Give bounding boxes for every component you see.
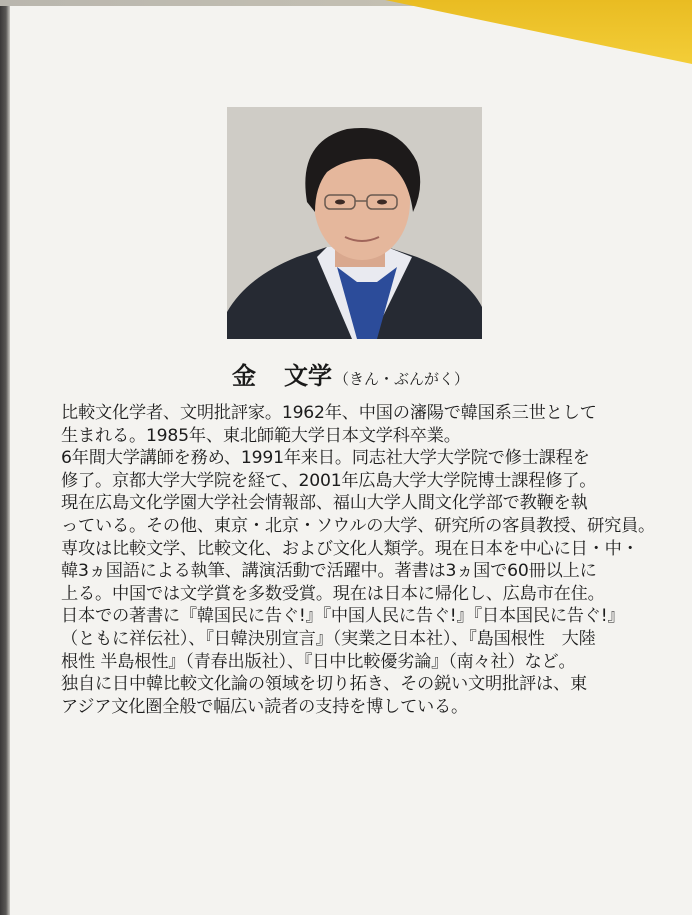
bio-line: 専攻は比較文学、比較文化、および文化人類学。現在日本を中心に日・中・ (61, 538, 639, 559)
author-biography (61, 402, 661, 718)
bio-line: 現在広島文化学園大学社会情報部、福山大学人間文化学部で教鞭を執 (61, 493, 588, 514)
bio-line: 生まれる。1985年、東北師範大学日本文学科卒業。 (61, 425, 461, 446)
bio-line: 独自に日中韓比較文化論の領域を切り拓き、その鋭い文明批評は、東 (61, 674, 587, 695)
author-photo (227, 107, 482, 339)
bio-line: 日本での著書に『韓国民に告ぐ!』『中国人民に告ぐ!』『日本国民に告ぐ!』 (61, 606, 625, 627)
author-name-heading (232, 356, 469, 391)
author-given-name: 文学 (284, 361, 332, 390)
bio-line: 6年間大学講師を務め、1991年来日。同志社大学大学院で修士課程を (61, 448, 590, 469)
bio-line: 比較文化学者、文明批評家。1962年、中国の瀋陽で韓国系三世として (61, 403, 597, 423)
author-name-reading: （きん・ぶんがく） (334, 370, 470, 388)
bio-line: 韓3ヵ国語による執筆、講演活動で活躍中。著書は3ヵ国で60冊以上に (61, 561, 597, 582)
yellow-corner-decoration (0, 0, 692, 70)
bio-line: アジア文化圏全般で幅広い読者の支持を博している。 (61, 696, 469, 717)
bio-line: （ともに祥伝社）、『日韓決別宣言』（実業之日本社）、『島国根性 大陸 (61, 628, 596, 649)
portrait-image (227, 107, 482, 339)
page-binding-edge (0, 0, 10, 915)
author-surname: 金 (232, 361, 256, 390)
bio-line: っている。その他、東京・北京・ソウルの大学、研究所の客員教授、研究員。 (61, 515, 656, 536)
bio-line: 根性 半島根性』（青春出版社）、『日中比較優劣論』（南々社）など。 (61, 651, 576, 672)
bio-line: 上る。中国では文学賞を多数受賞。現在は日本に帰化し、広島市在住。 (61, 583, 605, 604)
bio-line: 修了。京都大学大学院を経て、2001年広島大学大学院博士課程修了。 (61, 470, 597, 491)
